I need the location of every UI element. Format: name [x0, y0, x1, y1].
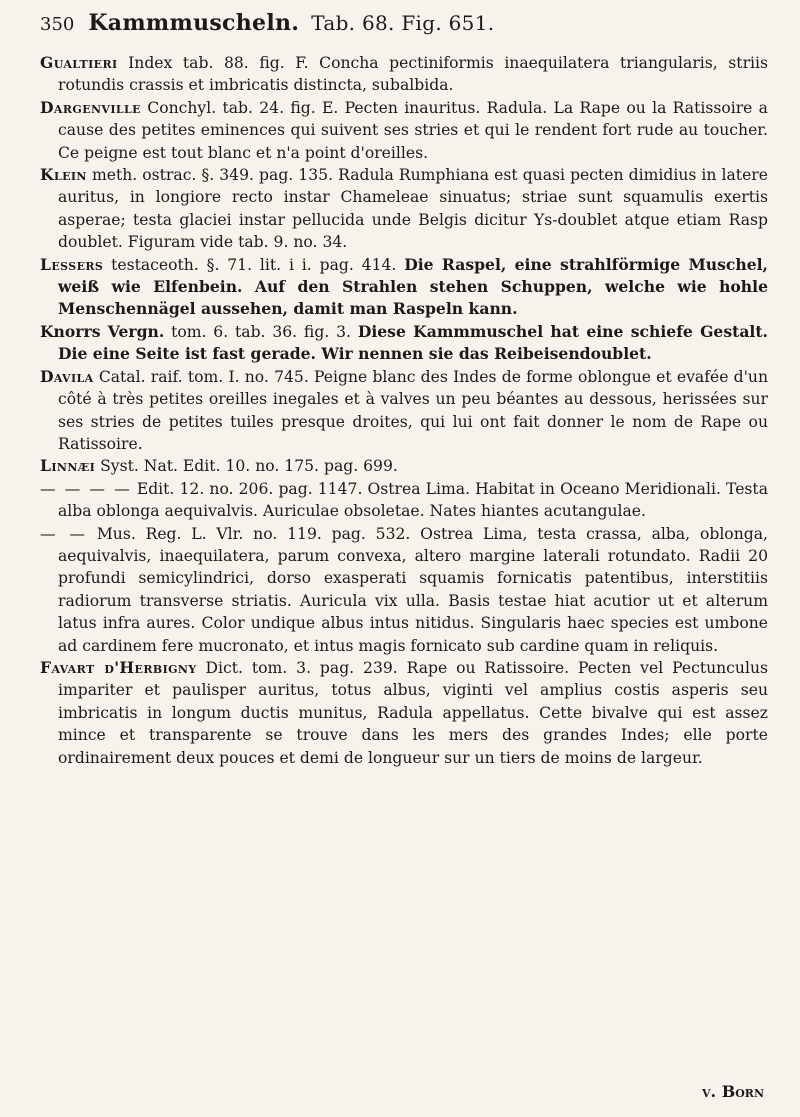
entry-author: Favart d'Herbigny — [40, 657, 197, 677]
entry-german-text: Diese Kammmuschel hat eine schiefe Gestalt. Die eine Seite ist fast gerade. Wir nennen sie das Reibeisendoublet. — [58, 321, 768, 364]
entry-text: Syst. Nat. Edit. 10. no. 175. pag. 699. — [100, 457, 398, 476]
entry-text: Dict. tom. 3. pag. 239. Rape ou Ratissoire. Pecten vel Pectunculus impariter et paulisper auritus, totus albus, viginti vel amplius costis asperis seu imbricatis in longum ductis munitus, Radula appellatus. Cette bivalve qui est assez mince et transparente se trouve dans les mers des grandes Indes; elle porte ordinairement deux pouces et demi de longueur sur un tiers de moins de largeur. — [58, 658, 768, 767]
running-title-text: Kammmuscheln. — [88, 10, 300, 36]
entry-knorr — [40, 321, 768, 366]
entry-text: testaceoth. §. 71. lit. i i. pag. 414. — [111, 255, 397, 274]
entry-author: Linnæi — [40, 456, 96, 476]
entry-lessers — [40, 254, 768, 321]
page-number: 350 — [40, 14, 75, 35]
entry-text: meth. ostrac. §. 349. pag. 135. Radula Rumphiana est quasi pecten dimidius in latere auritus, in longiore recto instar Chameleae sinuatus; striae sunt squamulis exertis asperae; testa glaciei instar pellucida unde Belgis dicitur Ys-doublet atque etiam Rasp doublet. Figuram vide tab. 9. no. 34. — [58, 166, 768, 252]
entry-german-text: Die Raspel, eine strahlförmige Muschel, weiß wie Elfenbein. Auf den Strahlen stehen Schuppen, welche wie hohle Menschennägel aussehen, damit man Raspeln kann. — [58, 254, 768, 319]
ditto-dashes: — — — — — [40, 479, 132, 498]
entry-favart — [40, 657, 768, 769]
ditto-dashes: — — — [40, 524, 87, 543]
plate-reference: Tab. 68. Fig. 651. — [311, 11, 495, 35]
entry-author: Lessers — [40, 254, 104, 274]
entry-text: tom. 6. tab. 36. fig. 3. — [171, 322, 351, 341]
entry-author: Davila — [40, 366, 94, 386]
page-header — [40, 10, 760, 50]
entry-author: Klein — [40, 165, 87, 185]
entry-linnaei-edit12 — [40, 478, 768, 523]
entry-text: Conchyl. tab. 24. fig. E. Pecten inauritus. Radula. La Rape ou la Ratissoire a cause des petites eminences qui suivent ses stries et qui le rendent fort rude au toucher. Ce peigne est tout blanc et n'a point d'oreilles. — [58, 98, 768, 162]
entry-text: Edit. 12. no. 206. pag. 1147. Ostrea Lima. Habitat in Oceano Meridionali. Testa alba oblonga aequivalvis. Auriculae obsoletae. Nates hiantes acutangulae. — [58, 479, 768, 521]
running-title — [88, 10, 494, 36]
entry-dargenville — [40, 97, 768, 164]
text-body — [40, 52, 768, 769]
entry-davila — [40, 366, 768, 456]
entry-text: Mus. Reg. L. Vlr. no. 119. pag. 532. Ostrea Lima, testa crassa, alba, oblonga, aequivalvis, inaequilatera, parum convexa, altero margine laterali rotundato. Radii 20 profundi semicylindrici, dorso exasperati squamis fornicatis patentibus, interstitiis radiorum transverse striatis. Auricula vix ulla. Basis testae hiat acutior ut et alterum latus infra aures. Color undique albus intus nitidus. Singularis haec species est umbone ad cardinem fere mucronato, et intus magis fornicato sub cardine quam in reliquis. — [58, 524, 768, 655]
entry-author: Gualtieri — [40, 53, 118, 72]
entry-klein — [40, 164, 768, 254]
entry-text: Catal. raif. tom. I. no. 745. Peigne blanc des Indes de forme oblongue et evafée d'un côté à très petites oreilles inegales et à valves un peu béantes au dessous, herissées sur ses stries de petites tuiles presque droites, qui lui ont fait donner le nom de Rape ou Ratissoire. — [58, 367, 768, 453]
entry-gualtieri — [40, 52, 768, 97]
entry-author: Dargenville — [40, 97, 141, 117]
entry-text: Index tab. 88. fig. F. Concha pectiniformis inaequilatera triangularis, striis rotundis crassis et imbricatis distincta, subalbida. — [58, 54, 768, 95]
catchword: v. Born — [702, 1082, 764, 1101]
entry-author: Knorrs Vergn. — [40, 321, 165, 341]
entry-linnaei — [40, 455, 768, 477]
entry-linnaei-museum — [40, 523, 768, 657]
